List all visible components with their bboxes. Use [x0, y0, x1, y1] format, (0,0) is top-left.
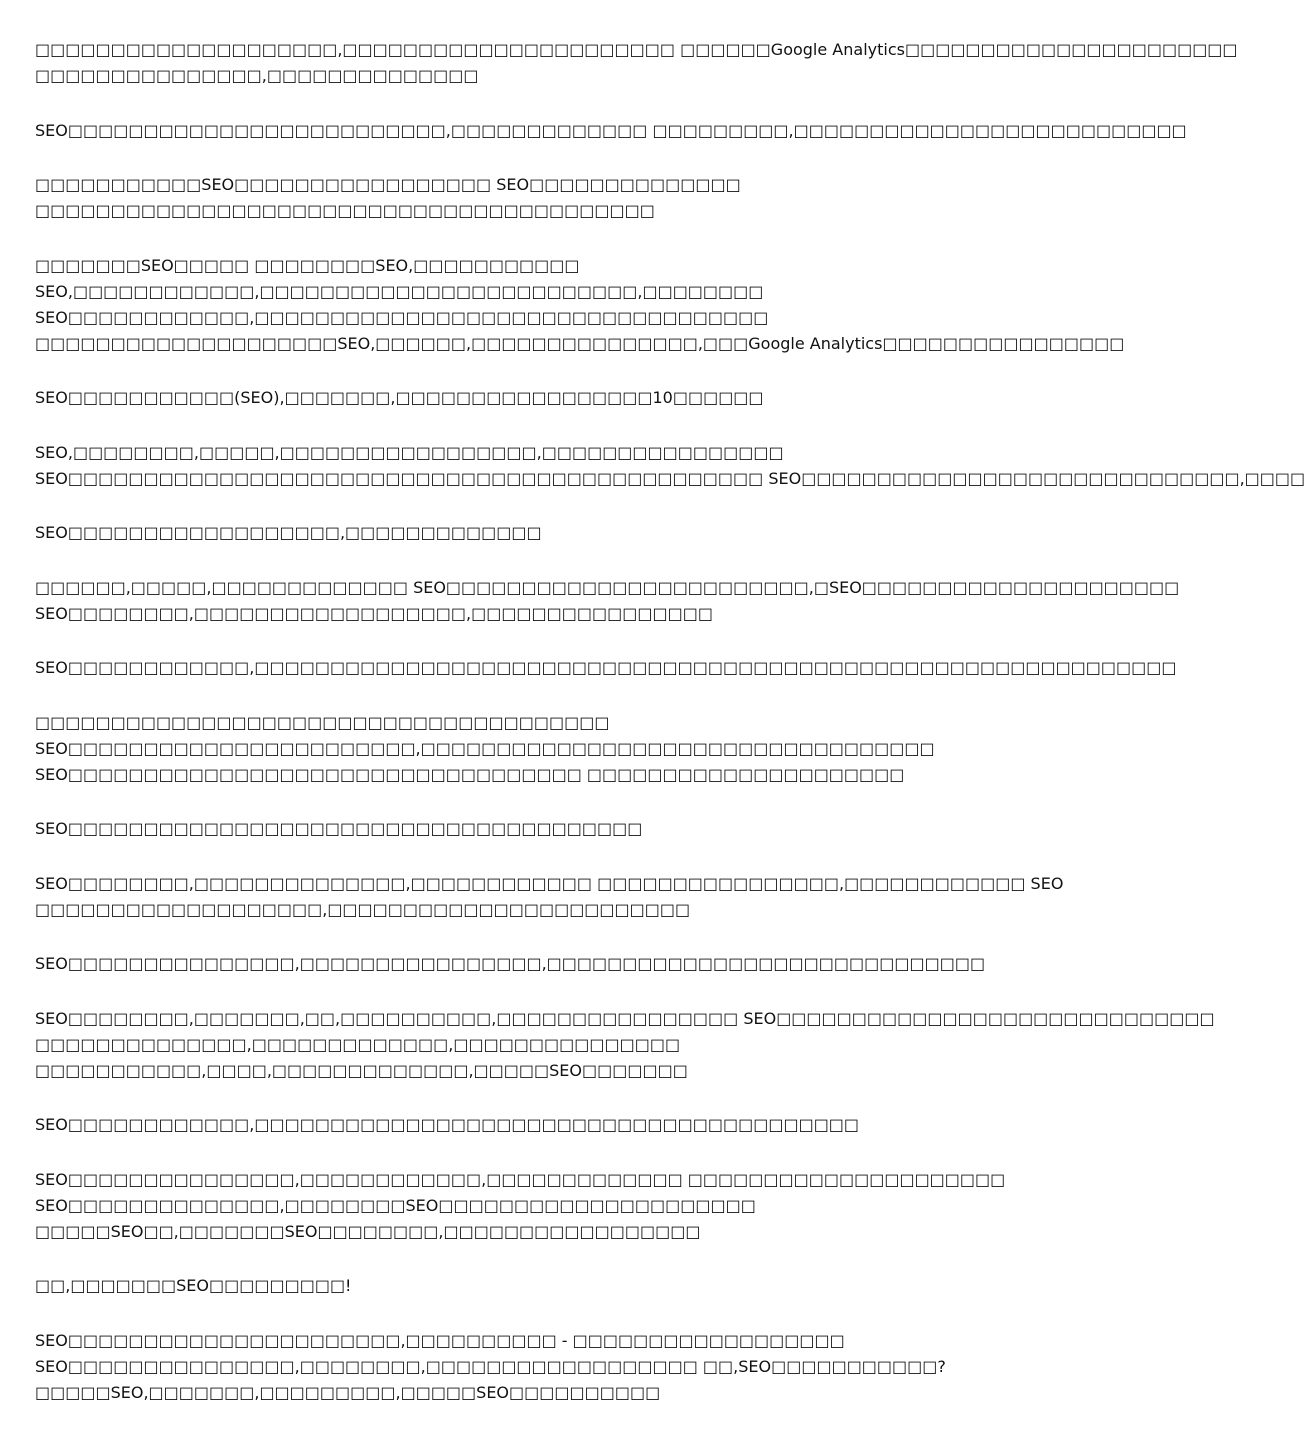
- text-line: SEO□□□□□□□□□□□□□□□,□□□□□□□□,□□□□□□□□□□□□□□□□□□ □□,SEO□□□□□□□□□□□?: [35, 1356, 946, 1376]
- text-line: □□□□□□□SEO□□□□□ □□□□□□□□SEO,□□□□□□□□□□□: [35, 255, 580, 275]
- text-line: □□□□□SEO□□,□□□□□□□SEO□□□□□□□□,□□□□□□□□□□□□□□□□□: [35, 1221, 701, 1241]
- text-line: □□□□□□□□□□□□□□□□□□□□□□□□□□□□□□□□□□□□□□□□□: [35, 201, 655, 220]
- text-line: □□□□□□□□□□□□□□,□□□□□□□□□□□□□,□□□□□□□□□□□□□□□: [35, 1034, 681, 1054]
- paragraph-11: [35, 816, 995, 842]
- text-line: SEO□□□□□□□□□□□□□□□□□□,□□□□□□□□□□□□□: [35, 523, 542, 542]
- paragraph-8: [35, 575, 1180, 627]
- text-line: SEO□□□□□□□□□□□□□□□□□□□□□□□□□,□□□□□□□□□□□□□ □□□□□□□□□,□□□□□□□□□□□□□□□□□□□□□□□□□□: [35, 120, 1187, 140]
- text-line: SEO□□□□□□□□□□□(SEO),□□□□□□□,□□□□□□□□□□□□□□□□□10□□□□□□: [35, 388, 764, 407]
- text-line: □□□□□□□□□□□□□□□□□□□□,□□□□□□□□□□□□□□□□□□□□□□ □□□□□□Google Analytics□□□□□□□□□□□□□□□□□□□□□□: [35, 40, 1238, 59]
- text-line: □□□□□□□□□□□□□□□□□□□,□□□□□□□□□□□□□□□□□□□□□□□□: [35, 899, 691, 919]
- text-line: SEO□□□□□□□□,□□□□□□□□□□□□□□,□□□□□□□□□□□□ □□□□□□□□□□□□□□□□,□□□□□□□□□□□□ SEO: [35, 873, 1064, 893]
- text-line: SEO,□□□□□□□□□□□□,□□□□□□□□□□□□□□□□□□□□□□□□□,□□□□□□□□: [35, 281, 764, 301]
- text-line: □□,□□□□□□□SEO□□□□□□□□□!: [35, 1276, 352, 1295]
- text-line: SEO□□□□□□□□□□□□□□□,□□□□□□□□□□□□□□□□,□□□□□□□□□□□□□□□□□□□□□□□□□□□□□: [35, 954, 986, 973]
- paragraph-5: [35, 385, 995, 411]
- text-line: SEO□□□□□□□□□□□□,□□□□□□□□□□□□□□□□□□□□□□□□□□□□□□□□□□□□□□□□□□□□□□□□□□□□□□□□□□□□□: [35, 658, 1177, 677]
- text-line: SEO,□□□□□□□□,□□□□□,□□□□□□□□□□□□□□□□□,□□□□□□□□□□□□□□□□: [35, 442, 784, 462]
- text-line: SEO□□□□□□□□,□□□□□□□□□□□□□□□□□□,□□□□□□□□□□□□□□□□: [35, 603, 713, 623]
- text-line: SEO□□□□□□□□□□□□□□□□□□□□□□□□□□□□□□□□□□ □□□□□□□□□□□□□□□□□□□□□: [35, 764, 905, 784]
- paragraph-12: [35, 871, 1064, 923]
- text-line: □□□□□□,□□□□□,□□□□□□□□□□□□□ SEO□□□□□□□□□□□□□□□□□□□□□□□□,□SEO□□□□□□□□□□□□□□□□□□□□□: [35, 577, 1180, 597]
- paragraph-7: [35, 520, 995, 546]
- paragraph-3: [35, 172, 995, 224]
- text-line: SEO□□□□□□□□□□□□□□□,□□□□□□□□□□□□,□□□□□□□□□□□□□ □□□□□□□□□□□□□□□□□□□□□: [35, 1169, 1006, 1189]
- text-line: □□□□□□□□□□□□□□□,□□□□□□□□□□□□□□: [35, 66, 479, 85]
- text-line: SEO□□□□□□□□□□□□,□□□□□□□□□□□□□□□□□□□□□□□□□□□□□□□□□□: [35, 307, 769, 327]
- text-line: □□□□□□□□□□□□□□□□□□□□SEO,□□□□□□,□□□□□□□□□□□□□□□,□□□Google Analytics□□□□□□□□□□□□□□□□: [35, 333, 1125, 353]
- paragraph-15: [35, 1112, 995, 1138]
- text-line: □□□□□□□□□□□□□□□□□□□□□□□□□□□□□□□□□□□□□□: [35, 712, 610, 732]
- text-line: SEO□□□□□□□□□□□□□□□□□□□□□□,□□□□□□□□□□ - □□□□□□□□□□□□□□□□□□: [35, 1330, 845, 1350]
- text-line: □□□□□□□□□□□SEO□□□□□□□□□□□□□□□□□ SEO□□□□□□□□□□□□□□: [35, 175, 741, 194]
- text-line: SEO□□□□□□□□□□□□,□□□□□□□□□□□□□□□□□□□□□□□□□□□□□□□□□□□□□□□□: [35, 1115, 860, 1134]
- paragraph-2: [35, 118, 1187, 144]
- paragraph-1: [35, 37, 1238, 89]
- document-body: [35, 37, 1305, 1434]
- text-line: SEO□□□□□□□□□□□□□□□□□□□□□□□□□□□□□□□□□□□□□□: [35, 819, 643, 838]
- paragraph-16: [35, 1167, 1006, 1245]
- text-line: SEO□□□□□□□□,□□□□□□□,□□,□□□□□□□□□□,□□□□□□□□□□□□□□□□ SEO□□□□□□□□□□□□□□□□□□□□□□□□□□□□□: [35, 1008, 1215, 1028]
- text-line: □□□□□SEO,□□□□□□□,□□□□□□□□□,□□□□□SEO□□□□□□□□□□: [35, 1382, 661, 1402]
- paragraph-13: [35, 951, 995, 977]
- text-line: □□□□□□□□□□□,□□□□,□□□□□□□□□□□□□,□□□□□SEO□□□□□□□: [35, 1060, 688, 1080]
- paragraph-10: [35, 710, 995, 788]
- text-line: SEO□□□□□□□□□□□□□□□□□□□□□□□,□□□□□□□□□□□□□□□□□□□□□□□□□□□□□□□□□□: [35, 738, 935, 758]
- paragraph-4: [35, 253, 1125, 357]
- text-line: SEO□□□□□□□□□□□□□□□□□□□□□□□□□□□□□□□□□□□□□□□□□□□□□□ SEO□□□□□□□□□□□□□□□□□□□□□□□□□□□□□,□□□□: [35, 468, 1305, 488]
- paragraph-18: [35, 1328, 995, 1406]
- paragraph-17: [35, 1273, 995, 1299]
- text-line: SEO□□□□□□□□□□□□□□,□□□□□□□□SEO□□□□□□□□□□□□□□□□□□□□□: [35, 1195, 756, 1215]
- paragraph-6: [35, 440, 1305, 492]
- paragraph-9: [35, 655, 1177, 681]
- paragraph-14: [35, 1006, 1215, 1084]
